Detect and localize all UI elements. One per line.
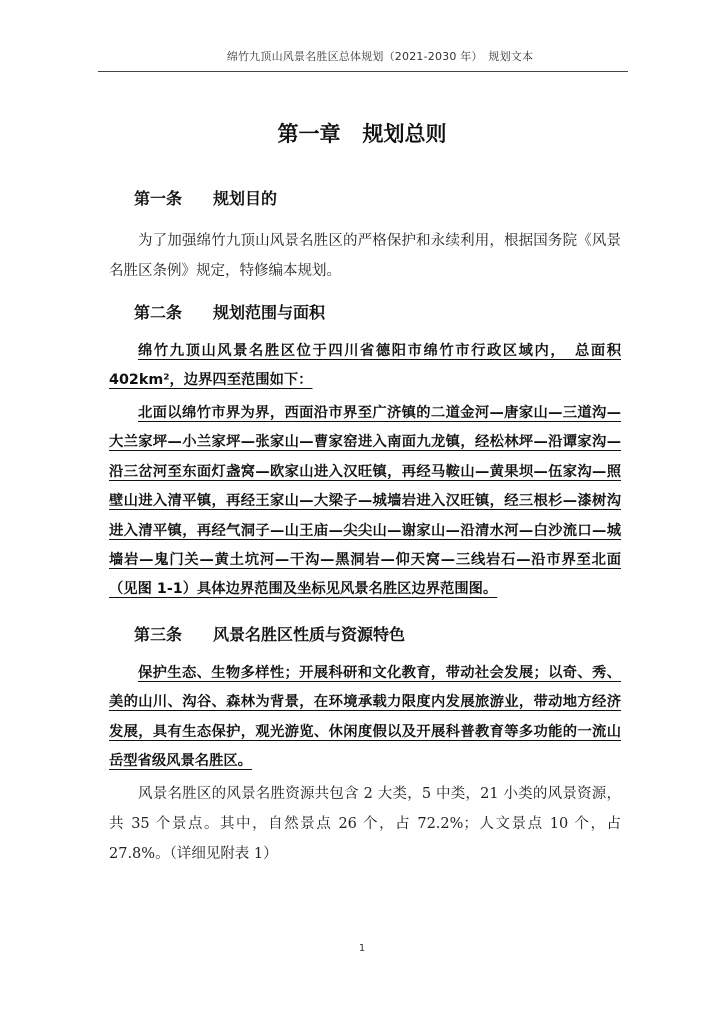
running-header: 绵竹九顶山风景名胜区总体规划（2021-2030 年） 规划文本: [226, 50, 534, 63]
article-1-paragraph: 为了加强绵竹九顶山风景名胜区的严格保护和永续利用，根据国务院《风景名胜区条例》规定，特修编本规划。: [109, 233, 621, 279]
area-text: 绵竹九顶山风景名胜区位于四川省德阳市绵竹市行政区域内， 总面积402km²，边界四至范围如下：: [109, 343, 621, 389]
article-number: 第二条: [134, 303, 183, 322]
article-3-paragraph-nature: [109, 659, 621, 777]
header-divider: [98, 71, 628, 72]
page-number: 1: [358, 943, 366, 954]
chapter-title: [0, 118, 724, 148]
article-1-heading: [134, 186, 277, 209]
boundary-text: 北面以绵竹市界为界，西面沿市界至广济镇的二道金河—唐家山—三道沟—大兰家坪—小兰家坪—张家山—曹家窑进入南面九龙镇，经松林坪—沿谭家沟—沿三岔河至东面灯盏窝—欧家山进入汉旺镇，再经马鞍山—黄果坝—伍家沟—照壁山进入清平镇，再经王家山—大梁子—城墙岩进入汉旺镇，经三根杉—漆树沟进入清平镇，再经气洞子—山王庙—尖尖山—谢家山—沿清水河—白沙流口—城墙岩—鬼门关—黄土坑河—干沟—黑洞岩—仰天窝—三线岩石—沿市界至北面（见图 1-1）具体边界范围及坐标见风景名胜区边界范围图。: [109, 405, 621, 598]
article-number: 第一条: [134, 189, 183, 208]
article-2-heading: [134, 300, 325, 323]
article-2-paragraph-boundary: [109, 399, 621, 605]
article-3-paragraph-resources: 风景名胜区的风景名胜资源共包含 2 大类，5 中类，21 小类的风景资源，共 35 个景点。其中，自然景点 26 个，占 72.2%；人文景点 10 个，占 27.8%。（详细见附表 1）: [109, 786, 621, 862]
article-title: 规划范围与面积: [213, 303, 326, 322]
nature-text: 保护生态、生物多样性；开展科研和文化教育，带动社会发展；以奇、秀、美的山川、沟谷、森林为背景，在环境承载力限度内发展旅游业，带动地方经济发展，具有生态保护，观光游览、休闲度假以及开展科普教育等多功能的一流山岳型省级风景名胜区。: [109, 665, 621, 770]
article-title: 规划目的: [213, 189, 278, 208]
chapter-number: 第一章: [277, 122, 341, 146]
article-2-paragraph-area: [109, 337, 621, 396]
article-title: 风景名胜区性质与资源特色: [213, 625, 406, 644]
chapter-name: 规划总则: [362, 122, 447, 146]
article-number: 第三条: [134, 625, 183, 644]
article-3-heading: [134, 622, 405, 645]
